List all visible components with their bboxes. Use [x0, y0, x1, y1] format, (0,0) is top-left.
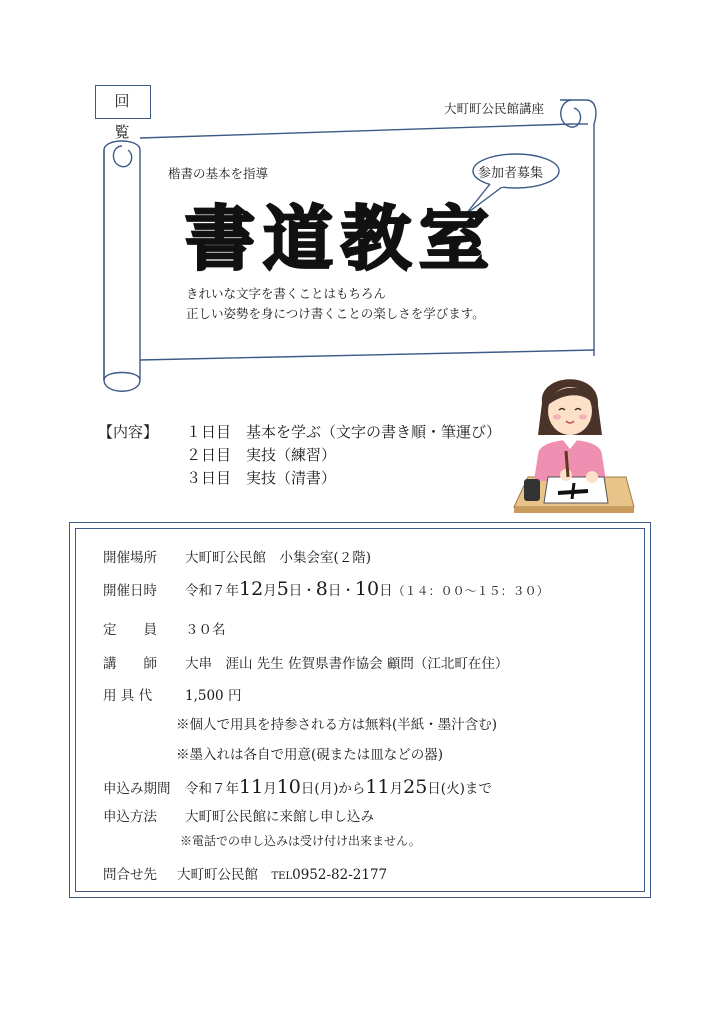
- period-label: 申込み期間: [103, 781, 171, 797]
- method-value: 大町町公民館に来館し申し込み: [185, 809, 374, 825]
- contents-item: ２日目 実技（練習）: [186, 446, 337, 464]
- contents-label: 【内容】: [98, 423, 159, 441]
- description-line: きれいな文字を書くことはもちろん: [186, 286, 387, 301]
- fee-value: 1,500 円: [185, 688, 242, 704]
- tel-number: 0952-82-2177: [292, 867, 388, 883]
- venue-row: [103, 546, 371, 566]
- period-row: [103, 776, 492, 798]
- period-day-unit: 日: [300, 781, 315, 797]
- date-separator: ・: [302, 583, 316, 599]
- date-day-unit: 日: [327, 583, 342, 599]
- scroll-description: [186, 284, 485, 324]
- method-note: ※電話での申し込みは受け付け出来ません。: [180, 834, 421, 848]
- date-day: 5: [276, 578, 289, 600]
- date-day: 8: [315, 578, 328, 600]
- main-title: 書道教室: [185, 197, 497, 280]
- period-to-month: 11: [365, 776, 390, 798]
- venue-value: 大町町公民館 小集会室(２階): [185, 550, 372, 566]
- contact-row: [103, 863, 387, 883]
- contents-item: １日目 基本を学ぶ（文字の書き順・筆運び）: [186, 423, 502, 441]
- calligraphy-girl-illustration: [508, 365, 638, 515]
- lecturer-row: [103, 652, 508, 672]
- capacity-row: [103, 618, 226, 638]
- period-to-day: 25: [403, 776, 428, 798]
- contact-label: 問合せ先: [103, 867, 157, 883]
- contents-row: [98, 444, 501, 467]
- period-month-unit: 月: [389, 781, 404, 797]
- contact-value: 大町町公民館: [177, 867, 272, 883]
- contents-row: [98, 467, 501, 490]
- date-separator: ・: [341, 583, 355, 599]
- date-prefix: 令和７年: [185, 583, 239, 599]
- period-from-month: 11: [239, 776, 264, 798]
- scroll-subtitle: 楷書の基本を指導: [168, 166, 269, 181]
- date-day-unit: 日: [288, 583, 303, 599]
- contents-list: [98, 421, 501, 490]
- fee-note-2: ※墨入れは各自で用意(硯または皿などの器): [176, 747, 444, 763]
- method-label: 申込方法: [103, 809, 157, 825]
- date-month-unit: 月: [263, 583, 277, 599]
- capacity-value: ３０名: [185, 622, 226, 638]
- tel-mark: TEL: [271, 871, 293, 882]
- date-row: [103, 578, 549, 600]
- period-day-unit: 日: [427, 781, 441, 797]
- period-from-day: 10: [276, 776, 301, 798]
- date-month: 12: [239, 578, 264, 600]
- period-to-weekday: (火)まで: [440, 781, 492, 797]
- fee-label: 用 具 代: [103, 688, 153, 704]
- period-prefix: 令和７年: [185, 781, 239, 797]
- contents-item: ３日目 実技（清書）: [186, 469, 337, 487]
- date-label: 開催日時: [103, 583, 157, 599]
- date-day-unit: 日: [379, 583, 393, 599]
- recruit-bubble-text: 参加者募集: [478, 166, 544, 181]
- venue-label: 開催場所: [103, 550, 157, 566]
- period-month-unit: 月: [263, 781, 277, 797]
- description-line: 正しい姿勢を身につけ書くことの楽しさを学びます。: [186, 306, 485, 321]
- date-time: （１４：００～１５：３０）: [392, 584, 549, 598]
- lecturer-value: 大串 涯山 先生 佐賀県書作協会 顧問（江北町在住）: [185, 656, 509, 672]
- fee-row: [103, 684, 241, 704]
- kairan-label: 回 覧: [114, 92, 136, 141]
- organizer-label: 大町町公民館講座: [444, 101, 545, 116]
- date-day: 10: [354, 578, 380, 600]
- lecturer-label: 講 師: [103, 656, 157, 672]
- contents-row: [98, 421, 501, 444]
- method-row: [103, 805, 374, 825]
- capacity-label: 定 員: [103, 622, 157, 638]
- period-from-weekday: (月)から: [314, 781, 366, 797]
- fee-note-1: ※個人で用具を持参される方は無料(半紙・墨汁含む): [176, 717, 498, 733]
